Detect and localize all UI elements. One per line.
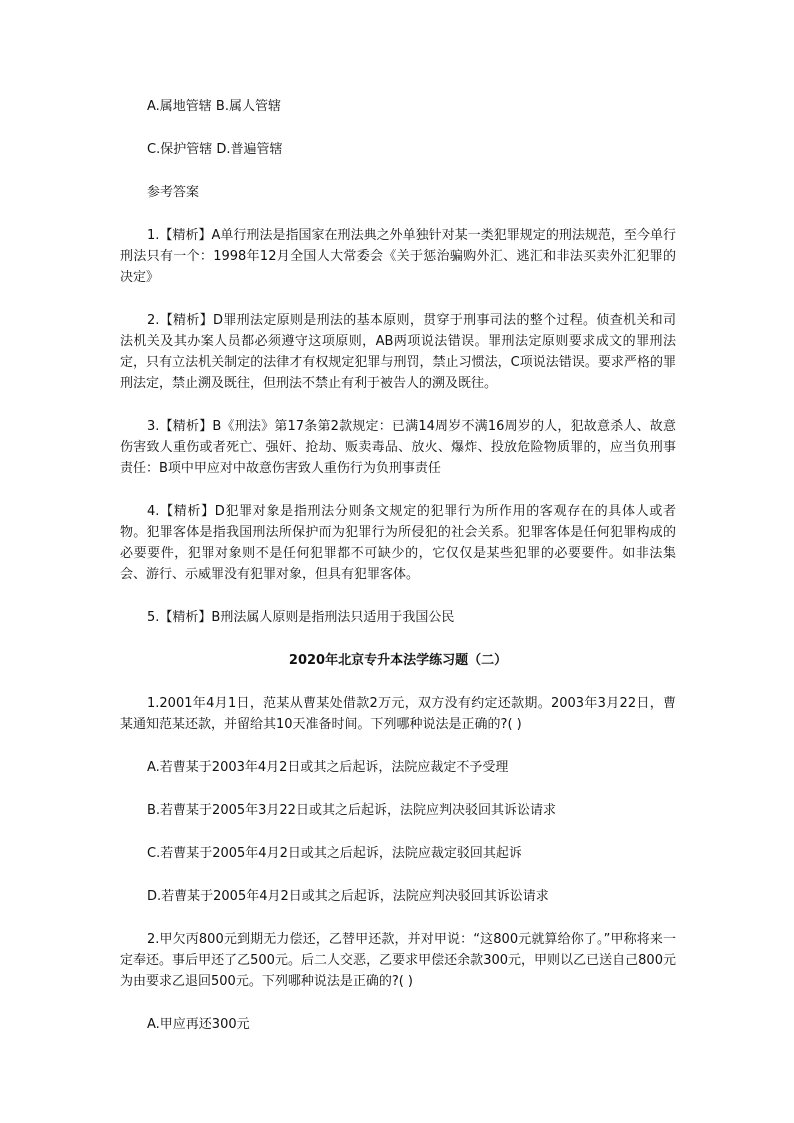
option-line-ab: A.属地管辖 B.属人管辖 [147, 99, 281, 114]
section-title: 2020年北京专升本法学练习题（二） [288, 653, 508, 668]
question-1-option-b: B.若曹某于2005年3月22日或其之后起诉，法院应判决驳回其诉讼请求 [147, 803, 556, 818]
question-1-option-c: C.若曹某于2005年4月2日或其之后起诉，法院应裁定驳回其起诉 [147, 846, 522, 861]
answer-3: 3.【精析】B《刑法》第17条第2款规定：已满14周岁不满16周岁的人，犯故意杀人、故意伤害致人重伤或者死亡、强奸、抢劫、贩卖毒品、放火、爆炸、投放危险物质罪的，应当负刑事责任：B项中甲应对中故意伤害致人重伤行为负刑事责任 [120, 419, 676, 476]
answer-2: 2.【精析】D罪刑法定原则是刑法的基本原则，贯穿于刑事司法的整个过程。侦查机关和司法机关及其办案人员都必须遵守这项原则，AB两项说法错误。罪刑法定原则要求成文的罪刑法定，只有立法机关制定的法律才有权规定犯罪与刑罚，禁止习惯法，C项说法错误。要求严格的罪刑法定，禁止溯及既往，但刑法不禁止有利于被告人的溯及既往。 [120, 313, 676, 391]
answer-5: 5.【精析】B刑法属人原则是指刑法只适用于我国公民 [147, 610, 455, 625]
option-line-cd: C.保护管辖 D.普遍管辖 [147, 142, 283, 157]
document-body [120, 96, 676, 1035]
question-1-option-d: D.若曹某于2005年4月2日或其之后起诉，法院应判决驳回其诉讼请求 [147, 889, 549, 904]
question-1-option-a: A.若曹某于2003年4月2日或其之后起诉，法院应裁定不予受理 [147, 760, 509, 775]
answer-heading: 参考答案 [147, 185, 200, 200]
answer-4: 4.【精析】D犯罪对象是指刑法分则条文规定的犯罪行为所作用的客观存在的具体人或者物。犯罪客体是指我国刑法所保护而为犯罪行为所侵犯的社会关系。犯罪客体是任何犯罪构成的必要要件，犯罪对象则不是任何犯罪都不可缺少的，它仅仅是某些犯罪的必要要件。如非法集会、游行、示威罪没有犯罪对象，但具有犯罪客体。 [120, 504, 676, 582]
question-2-option-a: A.甲应再还300元 [147, 1017, 250, 1032]
answer-1: 1.【精析】A单行刑法是指国家在刑法典之外单独针对某一类犯罪规定的刑法规范，至今单行刑法只有一个：1998年12月全国人大常委会《关于惩治骗购外汇、逃汇和非法买卖外汇犯罪的决定》 [120, 228, 676, 285]
question-1-stem: 1.2001年4月1日，范某从曹某处借款2万元，双方没有约定还款期。2003年3月22日，曹某通知范某还款，并留给其10天准备时间。下列哪种说法是正确的?( ) [120, 696, 676, 732]
question-2-stem: 2.甲欠丙800元到期无力偿还，乙替甲还款，并对甲说：“这800元就算给你了。”甲称将来一定奉还。事后甲还了乙500元。后二人交恶，乙要求甲偿还余款300元，甲则以乙已送自己800元为由要求乙退回500元。下列哪种说法是正确的?( ) [120, 932, 676, 989]
